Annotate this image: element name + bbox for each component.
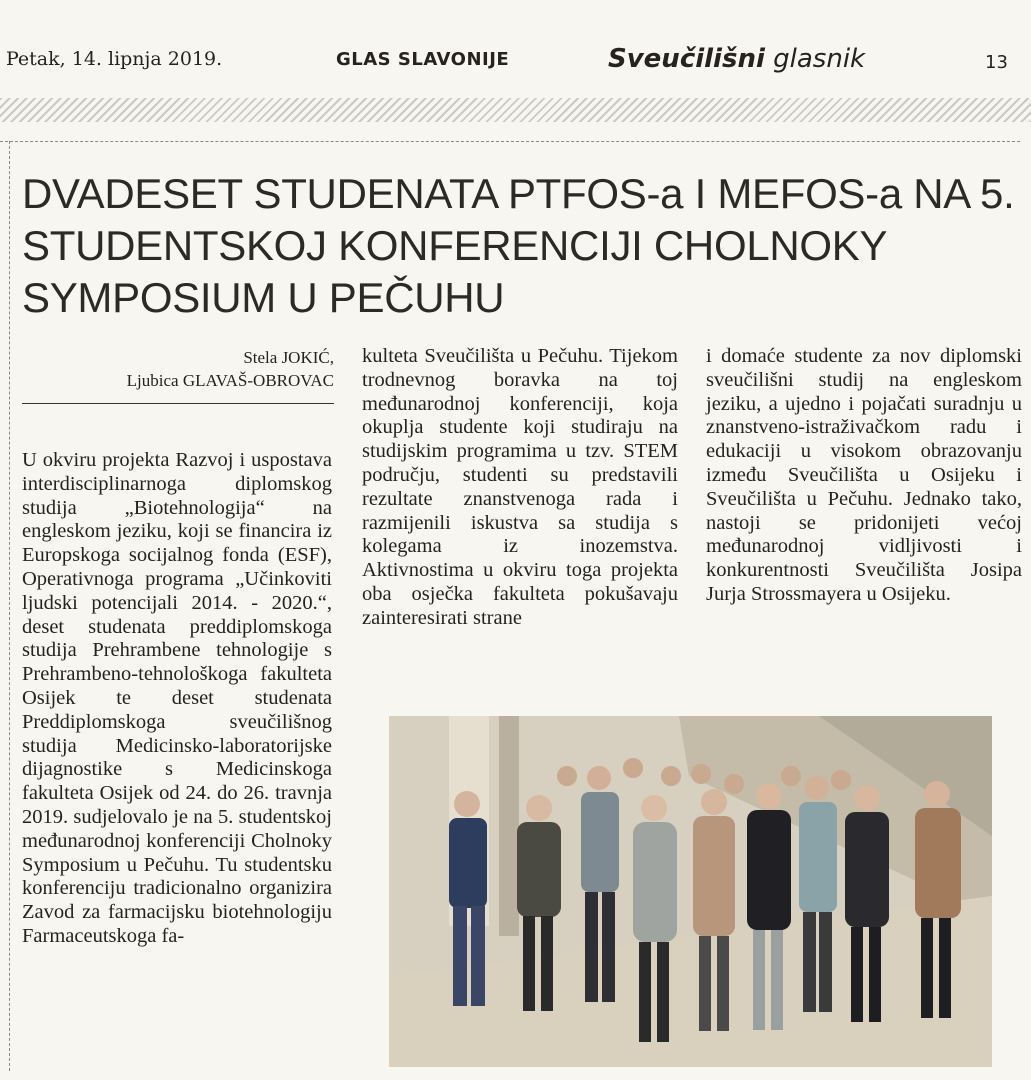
article-column-3: i domaće studente za nov diplomski sveučilišni studij na engleskom jeziku, a ujedno i pojačati suradnju u znanstveno-istraživačkom radu i edukaciji u visokom obrazovanju između Sveučilišta u Osijeku i Sveučilišta u Pečuhu. Jednako tako, nastoji se pridonijeti većoj međunarodnoj vidljivosti i konkurentnosti Sveučilišta Josipa Jurja Strossmayera u Osijeku. xyxy=(706,345,1022,605)
article-column-1: U okviru projekta Razvoj i uspostava interdisciplinarnoga diplomskog studija „Biotehnologija“ na engleskom jeziku, koji se financira iz Europskoga socijalnog fonda (ESF), Operativnoga programa „Učinkoviti ljudski potencijali 2014. - 2020.“, deset studenata preddiplomskoga studija Prehrambene tehnologije s Prehrambeno-tehnološkoga fakulteta Osijek te deset studenata Preddiplomskoga sveučilišnog studija Medicinsko-laboratorijske dijagnostike s Medicinskoga fakulteta Osijek od 24. do 26. travnja 2019. sudjelovalo je na 5. studentskoj međunarodnoj konferenciji Cholnoky Symposium u Pečuhu. Tu studentsku konferenciju tradicionalno organizira Zavod za farmacijsku biotehnologiju Farmaceutskoga fa- xyxy=(22,449,332,947)
article-headline: DVADESET STUDENATA PTFOS-a I MEFOS-a NA 5. STUDENTSKOJ KONFERENCIJI CHOLNOKY SYMPOSIUM U PEČUHU xyxy=(22,170,1015,321)
masthead xyxy=(0,0,1031,100)
author-1: Stela JOKIĆ, xyxy=(243,348,334,367)
issue-date: Petak, 14. lipnja 2019. xyxy=(6,48,223,70)
article-column-2: kulteta Sveučilišta u Pečuhu. Tijekom trodnevnog boravka na toj međunarodnoj konferenciji, koja okuplja studente koji studiraju na studijskim programima u tzv. STEM području, studenti su predstavili rezultate znanstvenoga rada i razmijenili iskustva sa studija s kolegama iz inozemstva. Aktivnostima u okviru toga projekta oba osječka fakulteta pokušavaju zainteresirati strane xyxy=(362,345,678,629)
hatch-divider xyxy=(0,98,1031,122)
section-title xyxy=(608,44,865,74)
article-frame-top xyxy=(0,141,1020,142)
section-title-light: glasnik xyxy=(773,44,866,74)
group-photo-illustration xyxy=(389,716,992,1067)
newspaper-name: GLAS SLAVONIJE xyxy=(336,49,510,70)
byline xyxy=(22,346,334,392)
group-photo xyxy=(389,716,992,1067)
page-number: 13 xyxy=(985,52,1008,73)
author-2: Ljubica GLAVAŠ-OBROVAC xyxy=(126,371,334,390)
article-frame-left xyxy=(9,141,10,1071)
byline-rule xyxy=(22,403,334,404)
section-title-bold: Sveučilišni xyxy=(608,44,765,74)
